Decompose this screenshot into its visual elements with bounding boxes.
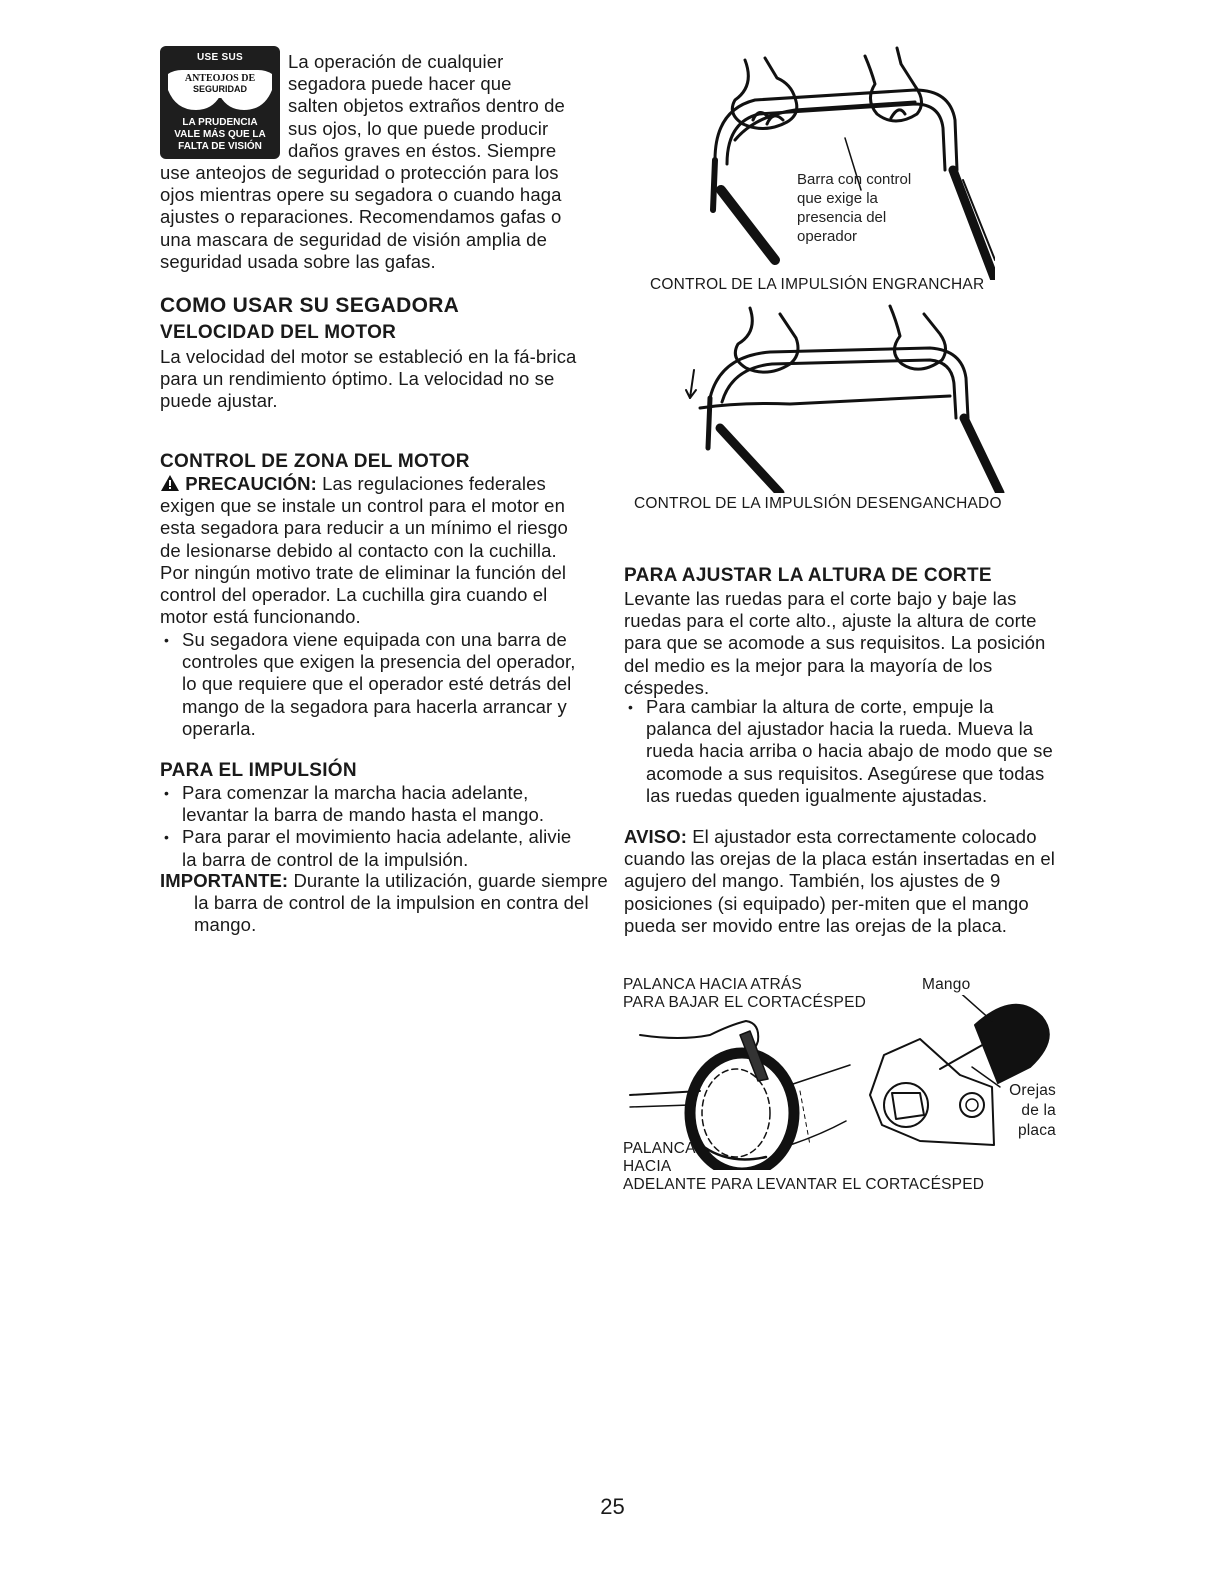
badge-mid-text-1: ANTEOJOS DE: [184, 73, 256, 84]
label-line: placa: [1017, 1122, 1056, 1139]
intro-paragraph: use anteojos de seguridad o protección para los ojos mientras opere su segadora o cuando haga ajustes o reparaciones. Recomendamos gafas o una mascara de seguridad de visión amplia de seguridad usada sobre las gafas.: [160, 162, 562, 272]
intro-beside-badge: [288, 51, 608, 162]
handle-bar-disengaged-illustration: [680, 298, 1010, 493]
safety-glasses-badge: [160, 46, 280, 159]
badge-top-text: USE SUS: [196, 52, 243, 63]
drive-important: [160, 870, 624, 937]
label-line: de la: [1021, 1102, 1056, 1119]
label-line: PALANCA: [623, 1140, 696, 1157]
label-line: PALANCA HACIA ATRÁS: [623, 976, 802, 993]
label-line: PARA BAJAR EL CORTACÉSPED: [623, 994, 867, 1011]
label-line: Orejas: [1009, 1082, 1056, 1099]
callout-line: que exige la: [797, 190, 878, 207]
warning-triangle-icon: [160, 474, 180, 492]
intro-line: daños graves en éstos. Siempre: [288, 139, 557, 161]
caution-text: Las regulaciones federales exigen que se instale un control para el motor en esta segadora para reducir a un mínimo el riesgo de lesionarse debido al contacto con la cuchilla. Por ningún motivo trate de eliminar la función del control del operador. La cuchilla gira cuando el motor está funcionando.: [160, 473, 568, 628]
figure-drive-engaged-caption: CONTROL DE LA IMPULSIÓN ENGRANCHAR: [650, 276, 985, 293]
engine-zone-caution: [160, 473, 590, 628]
cutting-height-bullets: [624, 696, 1060, 807]
drive-heading: PARA EL IMPULSIÓN: [160, 760, 357, 781]
cutting-height-heading: PARA AJUSTAR LA ALTURA DE CORTE: [624, 565, 992, 586]
notice-label: AVISO:: [624, 826, 687, 847]
badge-bottom-text-1: LA PRUDENCIA: [182, 117, 258, 128]
page-number: 25: [600, 1494, 625, 1519]
ears-label: [1004, 1081, 1056, 1141]
label-line: HACIA: [623, 1158, 672, 1175]
label-line: ADELANTE PARA LEVANTAR EL CORTACÉSPED: [623, 1176, 985, 1193]
figure-drive-disengaged-caption: CONTROL DE LA IMPULSIÓN DESENGANCHADO: [634, 495, 1002, 512]
list-item: • Para comenzar la marcha hacia adelante, levantar la barra de mando hasta el mango.: [160, 782, 590, 826]
engine-zone-bullets: [160, 629, 590, 740]
list-item: • Su segadora viene equipada con una barra de controles que exigen la presencia del operador, lo que requiere que el operador esté detrás del mango de la segadora para hacerla arrancar y operarla.: [160, 629, 590, 740]
engine-speed-heading: VELOCIDAD DEL MOTOR: [160, 322, 397, 343]
intro-line: segadora puede hacer que: [288, 73, 512, 95]
badge-bottom-text-2: VALE MÁS QUE LA: [174, 129, 266, 140]
engine-speed-text: La velocidad del motor se estableció en la fá-brica para un rendimiento óptimo. La velocidad no se puede ajustar.: [160, 346, 577, 412]
notice-text: El ajustador esta correctamente colocado cuando las orejas de la placa están insertadas en el agujero del mango. También, los ajustes de 9 posiciones (si equipado) per-miten que el mango pueda ser movido entre las orejas de la placa.: [624, 826, 1055, 936]
badge-bottom-text-3: FALTA DE VISIÓN: [178, 141, 262, 152]
intro-line: sus ojos, lo que puede producir: [288, 117, 549, 139]
callout-line: presencia del: [797, 209, 887, 226]
caution-label: PRECAUCIÓN:: [185, 473, 317, 494]
intro-line: La operación de cualquier: [288, 51, 504, 72]
intro-line: salten objetos extraños dentro de: [288, 95, 565, 117]
important-label: IMPORTANTE:: [160, 870, 289, 891]
figure-drive-disengaged: [680, 298, 1010, 493]
callout-line: operador: [797, 228, 858, 245]
lever-forward-label: [623, 1140, 984, 1194]
badge-mid-text-2: SEGURIDAD: [192, 84, 247, 94]
important-text: Durante la utilización, guarde siempre la barra de control de la impulsion en contra del mango.: [194, 870, 608, 936]
cutting-height-notice: [624, 826, 1060, 937]
section-heading-how-to-use: COMO USAR SU SEGADORA: [160, 294, 460, 317]
presence-bar-callout: [797, 170, 957, 246]
callout-line: Barra con control: [797, 171, 912, 188]
list-item: • Para parar el movimiento hacia adelante, alivie la barra de control de la impulsión.: [160, 826, 590, 870]
figure-drive-engaged: [695, 40, 995, 280]
handle-label: Mango: [922, 976, 971, 993]
list-item: • Para cambiar la altura de corte, empuje la palanca del ajustador hacia la rueda. Mueva la rueda hacia arriba o hacia abajo de modo que se acomode a sus requisitos. Asegúrese que todas las ruedas queden igualmente ajustadas.: [624, 696, 1060, 807]
engine-zone-heading: CONTROL DE ZONA DEL MOTOR: [160, 451, 470, 472]
drive-bullets: [160, 782, 590, 871]
cutting-height-text: Levante las ruedas para el corte bajo y baje las ruedas para el corte alto., ajuste la altura de corte para que se acomode a sus requisitos. La posición del medio es la mejor para la mayoría de los céspedes.: [624, 588, 1046, 698]
